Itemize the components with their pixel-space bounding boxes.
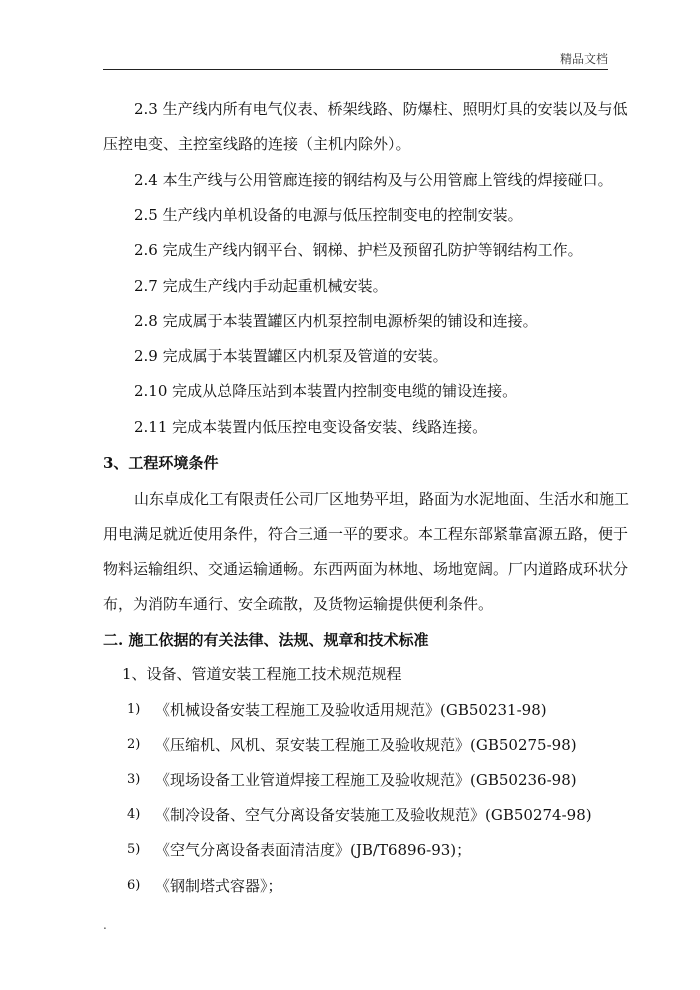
section-3-para-line-3: 物料运输组织、交通运输通畅。东西两面为林地、场地宽阔。厂内道路成环状分	[103, 560, 629, 578]
item-2-3-line-2: 压控电变、主控室线路的连接（主机内除外）。	[103, 135, 411, 153]
item-2-9: 2.9 完成属于本装置罐区内机泵及管道的安装。	[134, 347, 448, 365]
item-2-3-line-1: 2.3 生产线内所有电气仪表、桥架线路、防爆柱、照明灯具的安装以及与低	[134, 100, 628, 118]
item-2-8: 2.8 完成属于本装置罐区内机泵控制电源桥架的铺设和连接。	[134, 312, 538, 330]
section-3-para-line-1: 山东卓成化工有限责任公司厂区地势平坦，路面为水泥地面、生活水和施工	[134, 490, 630, 508]
standard-text: 《制冷设备、空气分离设备安装施工及验收规范》(GB50274-98)	[155, 806, 592, 824]
standard-number: 6)	[127, 878, 141, 893]
footer-mark: .	[103, 918, 107, 932]
standard-number: 5)	[127, 842, 141, 857]
standard-text: 《压缩机、风机、泵安装工程施工及验收规范》(GB50275-98)	[155, 736, 577, 754]
page-header-label: 精品文档	[559, 52, 608, 66]
standard-number: 1)	[127, 702, 141, 717]
header-divider	[103, 69, 608, 70]
item-2-6: 2.6 完成生产线内钢平台、钢梯、护栏及预留孔防护等钢结构工作。	[134, 241, 583, 259]
section-3-heading: 3、工程环境条件	[103, 454, 219, 472]
standard-number: 2)	[127, 737, 141, 752]
section-two-heading: 二. 施工依据的有关法律、法规、规章和技术标准	[103, 631, 429, 649]
section-two-subheading: 1、设备、管道安装工程施工技术规范规程	[122, 665, 402, 683]
standard-text: 《现场设备工业管道焊接工程施工及验收规范》(GB50236-98)	[155, 771, 577, 789]
item-2-5: 2.5 生产线内单机设备的电源与低压控制变电的控制安装。	[134, 206, 523, 224]
item-2-10: 2.10 完成从总降压站到本装置内控制变电缆的铺设连接。	[134, 382, 518, 400]
item-2-11: 2.11 完成本装置内低压控电变设备安装、线路连接。	[134, 418, 488, 436]
item-2-7: 2.7 完成生产线内手动起重机械安装。	[134, 277, 388, 295]
section-3-para-line-4: 布，为消防车通行、安全疏散，及货物运输提供便利条件。	[103, 595, 494, 613]
standard-text: 《机械设备安装工程施工及验收适用规范》(GB50231-98)	[155, 701, 547, 719]
standard-text: 《钢制塔式容器》；	[155, 877, 283, 895]
standard-number: 3)	[127, 772, 141, 787]
standard-text: 《空气分离设备表面清洁度》(JB/T6896-93)；	[155, 841, 472, 859]
section-3-para-line-2: 用电满足就近使用条件，符合三通一平的要求。本工程东部紧靠富源五路，便于	[103, 525, 629, 543]
item-2-4: 2.4 本生产线与公用管廊连接的钢结构及与公用管廊上管线的焊接碰口。	[134, 171, 613, 189]
standard-number: 4)	[127, 807, 141, 822]
